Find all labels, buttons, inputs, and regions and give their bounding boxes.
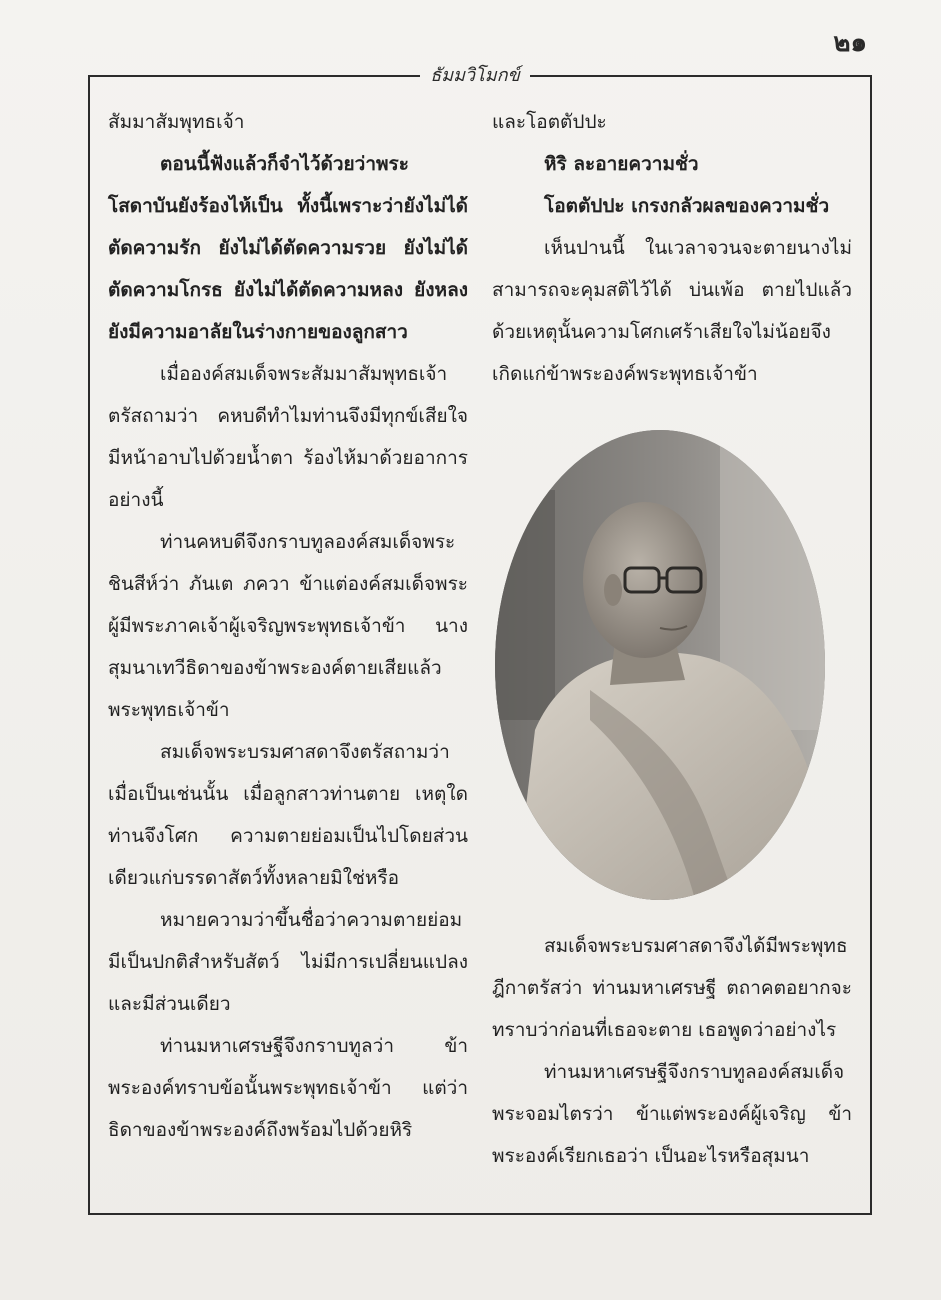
paragraph-emphasis: ตอนนี้ฟังแล้วก็จำไว้ด้วยว่าพระโสดาบันยังร้องไห้เป็น ทั้งนี้เพราะว่ายังไม่ได้ตัดความรัก ยังไม่ได้ตัดความรวย ยังไม่ได้ตัดความโกรธ ยังไม่ได้ตัดความหลง ยังหลง ยังมีความอาลัยในร่างกายของลูกสาว	[108, 153, 468, 343]
monk-portrait-photo	[495, 430, 825, 900]
definition-hiri: หิริ ละอายความชั่ว	[544, 153, 699, 175]
frame-top-rule-left	[88, 75, 420, 77]
paragraph: ท่านคหบดีจึงกราบทูลองค์สมเด็จพระชินสีห์ว่า ภันเต ภควา ข้าแต่องค์สมเด็จพระผู้มีพระภาคเจ้าผู้เจริญพระพุทธเจ้าข้า นางสุมนาเทวีธิดาของข้าพระองค์ตายเสียแล้วพระพุทธเจ้าข้า	[108, 531, 468, 721]
paragraph: เห็นปานนี้ ในเวลาจวนจะตายนางไม่สามารถจะคุมสติไว้ได้ บ่นเพ้อ ตายไปแล้ว ด้วยเหตุนั้นความโศกเศร้าเสียใจไม่น้อยจึงเกิดแก่ข้าพระองค์พระพุทธเจ้าข้า	[492, 237, 852, 385]
paragraph: และโอตตัปปะ	[492, 111, 607, 133]
page-number: ๒๑	[833, 28, 867, 58]
monk-portrait-illustration	[495, 430, 825, 900]
paragraph: สมเด็จพระบรมศาสดาจึงตรัสถามว่า เมื่อเป็นเช่นนั้น เมื่อลูกสาวท่านตาย เหตุใดท่านจึงโศก ความตายย่อมเป็นไปโดยส่วนเดียวแก่บรรดาสัตว์ทั้งหลายมิใช่หรือ	[108, 741, 468, 889]
definition-ottappa: โอตตัปปะ เกรงกลัวผลของความชั่ว	[544, 195, 830, 217]
paragraph: ท่านมหาเศรษฐีจึงกราบทูลองค์สมเด็จพระจอมไตรว่า ข้าแต่พระองค์ผู้เจริญ ข้าพระองค์เรียกเธอว่า เป็นอะไรหรือสุมนา	[492, 1061, 852, 1167]
right-column-top	[492, 101, 852, 395]
right-column-bottom	[492, 925, 852, 1177]
paragraph: สัมมาสัมพุทธเจ้า	[108, 111, 245, 133]
paragraph: สมเด็จพระบรมศาสดาจึงได้มีพระพุทธฎีกาตรัสว่า ท่านมหาเศรษฐี ตถาคตอยากจะทราบว่าก่อนที่เธอจะตาย เธอพูดว่าอย่างไร	[492, 935, 852, 1041]
paragraph: หมายความว่าขึ้นชื่อว่าความตายย่อมมีเป็นปกติสำหรับสัตว์ ไม่มีการเปลี่ยนแปลง และมีส่วนเดียว	[108, 909, 468, 1015]
frame-top-rule-right	[530, 75, 872, 77]
paragraph: เมื่อองค์สมเด็จพระสัมมาสัมพุทธเจ้าตรัสถามว่า คหบดีทำไมท่านจึงมีทุกข์เสียใจ มีหน้าอาบไปด้วยน้ำตา ร้องไห้มาด้วยอาการอย่างนี้	[108, 363, 468, 511]
running-header-title: ธัมมวิโมกข์	[430, 65, 520, 86]
paragraph: ท่านมหาเศรษฐีจึงกราบทูลว่า ข้าพระองค์ทราบข้อนั้นพระพุทธเจ้าข้า แต่ว่าธิดาของข้าพระองค์ถึงพร้อมไปด้วยหิริ	[108, 1035, 468, 1141]
left-column	[108, 101, 468, 1151]
